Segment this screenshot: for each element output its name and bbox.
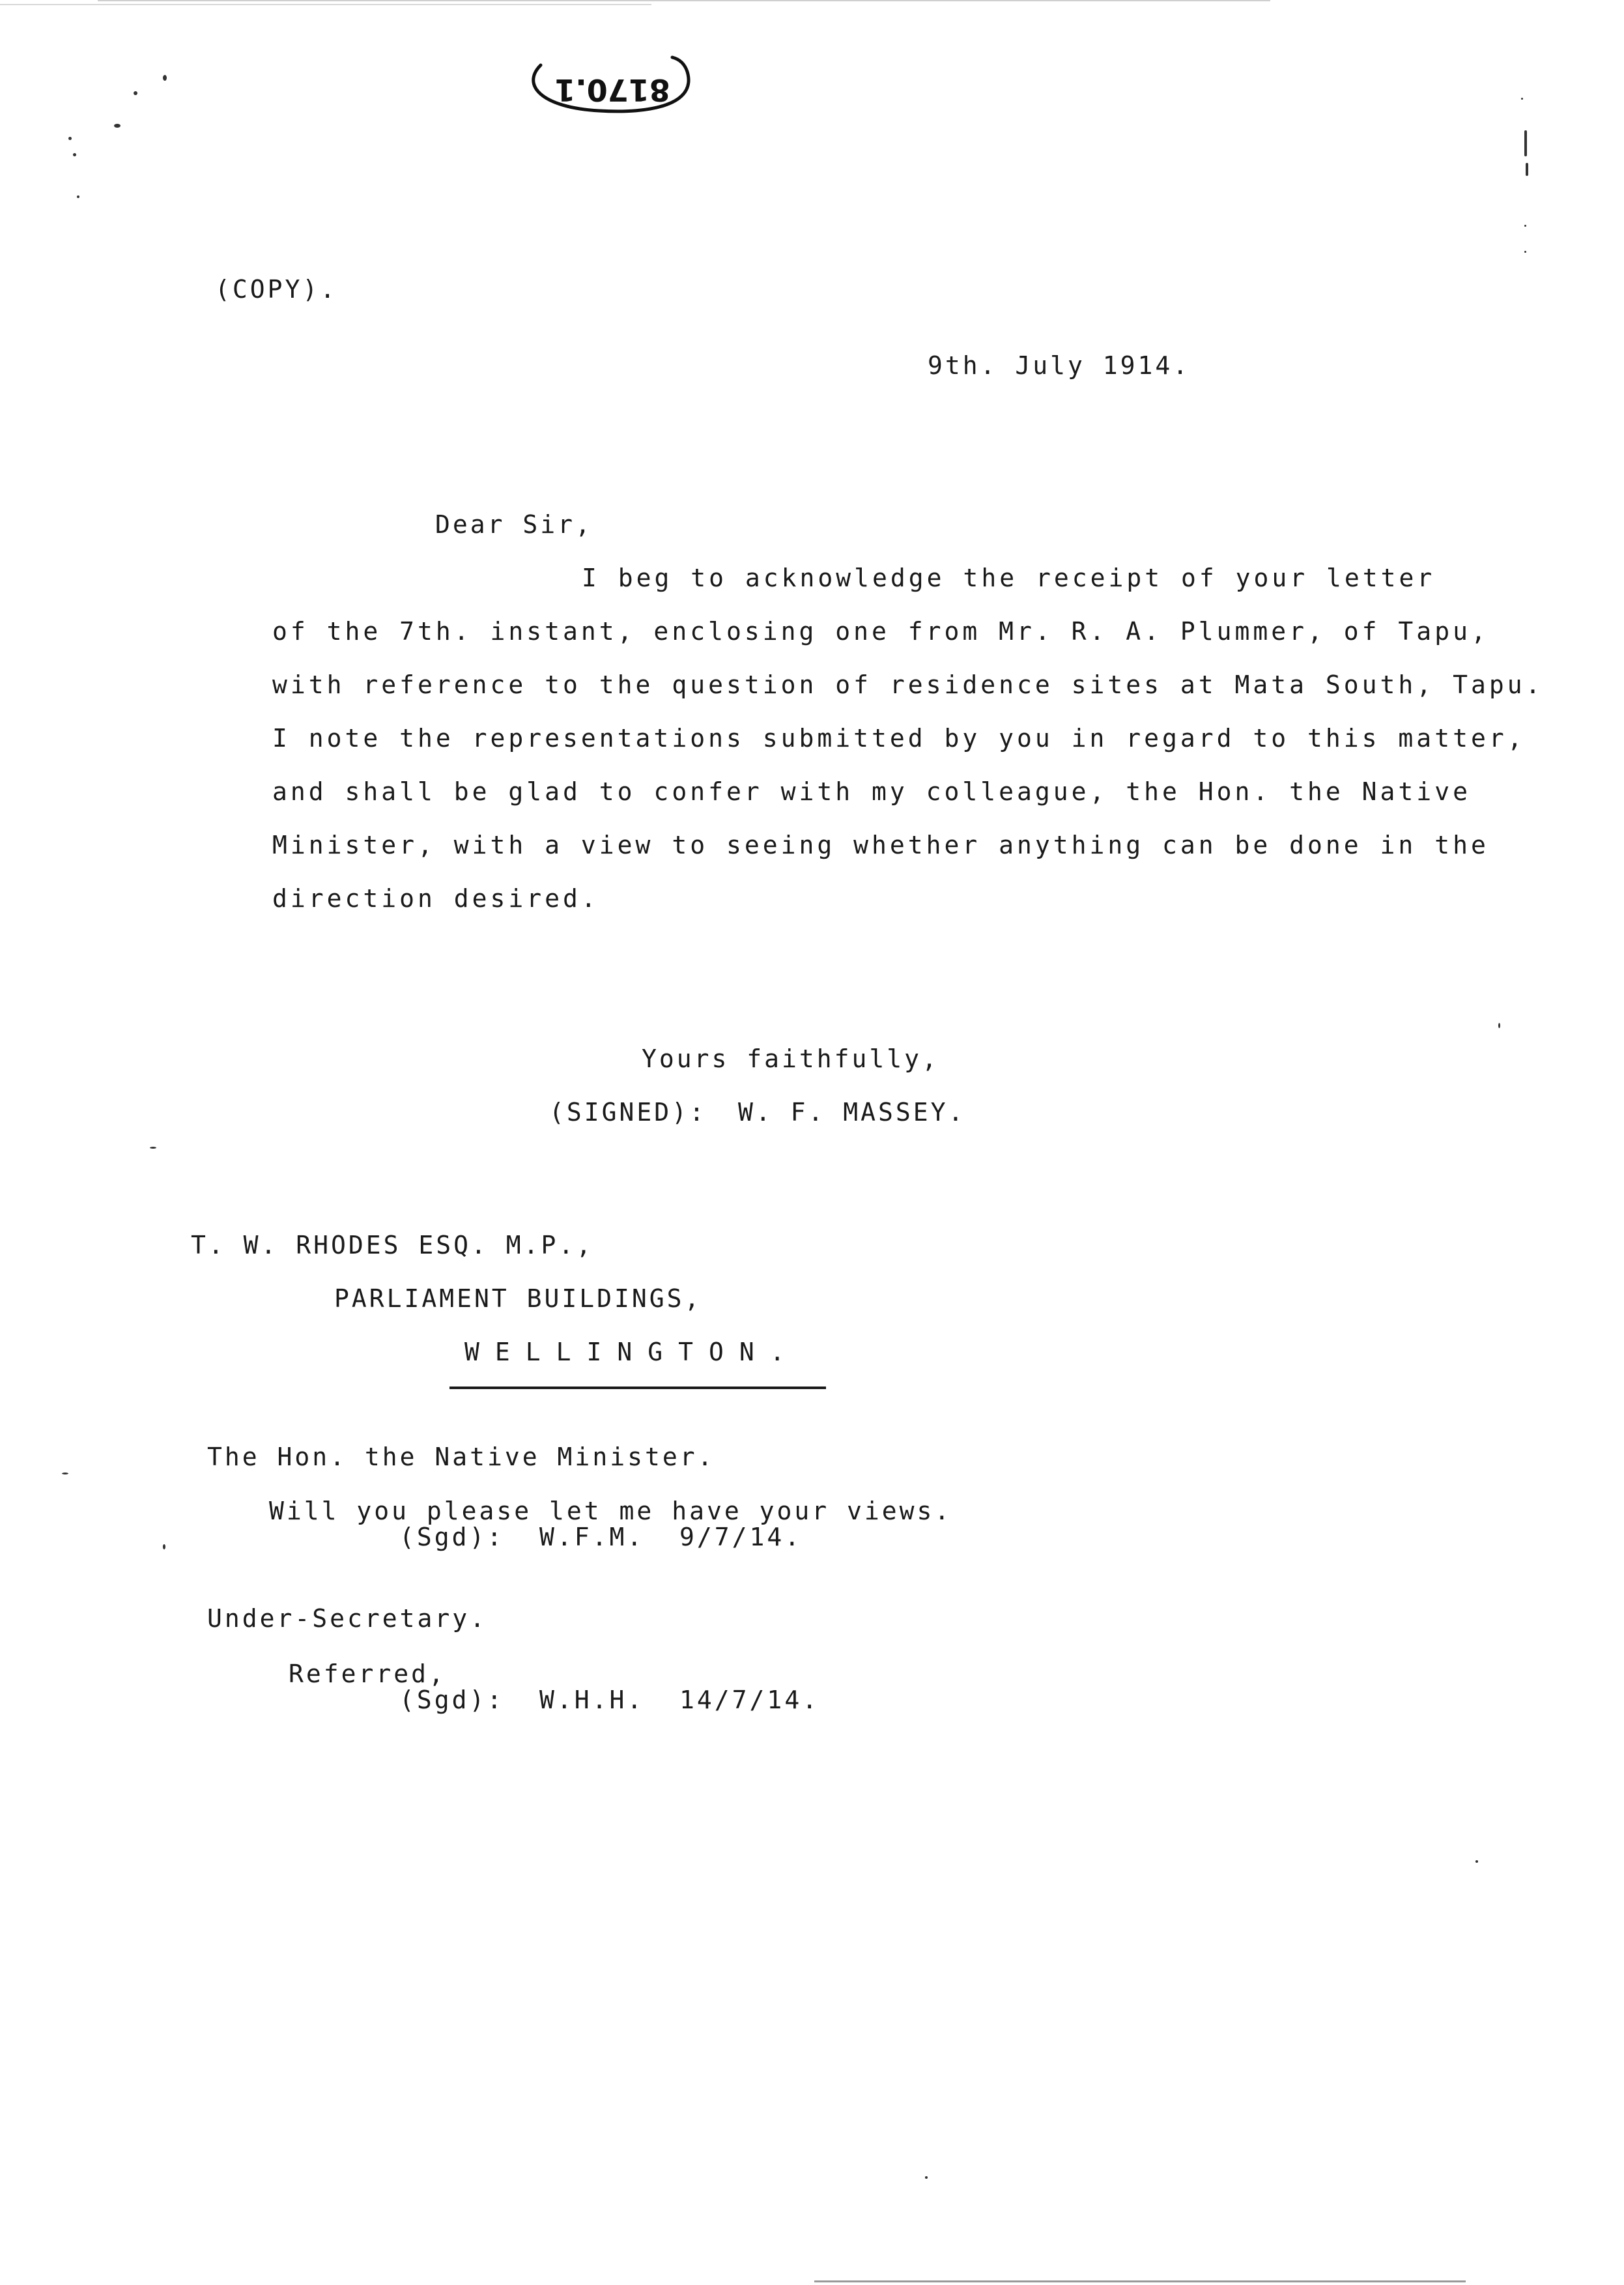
minute-1-recipient: The Hon. the Native Minister.	[207, 1443, 715, 1471]
scan-speck	[925, 2176, 928, 2179]
minute-2-recipient: Under-Secretary.	[207, 1604, 488, 1633]
page-edge-line-top-left	[0, 4, 651, 5]
letter-date: 9th. July 1914.	[928, 351, 1191, 380]
body-line-1: I beg to acknowledge the receipt of your letter	[582, 564, 1436, 592]
page-edge-line-top	[98, 0, 1270, 1]
signatory-name: W. F. MASSEY.	[738, 1098, 966, 1127]
scan-speck	[150, 1147, 156, 1149]
body-line-2: of the 7th. instant, enclosing one from Mr. R. A. Plummer, of Tapu,	[272, 617, 1489, 646]
addressee-name: T. W. RHODES ESQ. M.P.,	[191, 1231, 594, 1259]
divider-rule	[449, 1387, 826, 1389]
scan-speck	[1524, 225, 1526, 227]
body-line-4: I note the representations submitted by you in regard to this matter,	[272, 724, 1526, 753]
scan-speck	[1521, 98, 1523, 100]
signed-label: (SIGNED):	[549, 1098, 707, 1127]
closing: Yours faithfully,	[642, 1044, 939, 1073]
scan-speck	[1475, 1860, 1478, 1863]
addressee-building: PARLIAMENT BUILDINGS,	[334, 1284, 702, 1313]
scan-speck	[68, 137, 72, 140]
scan-speck	[163, 1544, 165, 1549]
copy-label: (COPY).	[215, 275, 338, 304]
scan-speck	[114, 124, 121, 128]
scan-speck	[1498, 1023, 1500, 1028]
stamp-reference-text: 8170.1	[554, 72, 670, 108]
scan-speck	[62, 1473, 68, 1474]
scan-speck	[73, 153, 76, 156]
scan-speck	[77, 195, 79, 198]
handwritten-reference-stamp	[521, 46, 704, 124]
minute-1-signed: (Sgd): W.F.M. 9/7/14.	[399, 1523, 803, 1551]
page-edge-line-bottom	[814, 2280, 1466, 2282]
minute-1-text: Will you please let me have your views.	[269, 1497, 952, 1525]
minute-2-signed: (Sgd): W.H.H. 14/7/14.	[399, 1686, 820, 1714]
scan-speck	[163, 75, 167, 81]
body-line-5: and shall be glad to confer with my colleague, the Hon. the Native	[272, 777, 1471, 806]
scan-speck	[1524, 130, 1527, 156]
minute-2-text: Referred,	[289, 1660, 446, 1688]
scan-speck	[134, 91, 137, 95]
addressee-city: WELLINGTON.	[464, 1338, 801, 1366]
scan-speck	[1524, 251, 1526, 253]
salutation: Dear Sir,	[435, 510, 593, 539]
scan-speck	[1526, 163, 1528, 176]
body-line-7: direction desired.	[272, 884, 599, 913]
body-line-6: Minister, with a view to seeing whether anything can be done in the	[272, 831, 1489, 859]
body-line-3: with reference to the question of residence sites at Mata South, Tapu.	[272, 670, 1544, 699]
